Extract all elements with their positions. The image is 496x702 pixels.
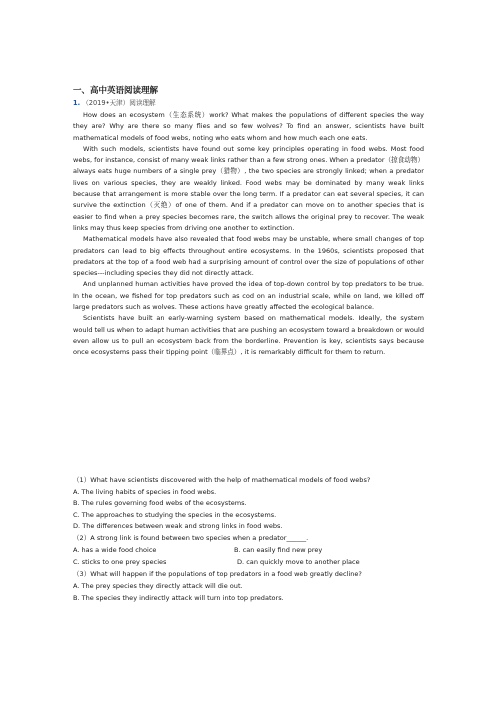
passage-paragraph-3: Mathematical models have also revealed that food webs may be unstable, where small changes of top predators can lead to big effects throughout entire ecosystems. In the 1960s, scientists proposed that predators at the top of a food web had a surprising amount of control over the size of populations of other species---including species they did not directly attack. bbox=[73, 235, 424, 278]
question-1-option-b: B. The rules governing food webs of the ecosystems. bbox=[73, 499, 247, 507]
question-heading bbox=[73, 97, 156, 107]
question-2-option-b: B. can easily find new prey bbox=[234, 546, 323, 554]
question-2-stem: （2）A strong link is found between two species when a predator______. bbox=[73, 534, 309, 542]
section-title: 一、高中英语阅读理解 bbox=[73, 86, 159, 96]
question-2-option-d: D. can quickly move to another place bbox=[237, 558, 360, 566]
question-1-option-a: A. The living habits of species in food webs. bbox=[73, 487, 217, 496]
passage-paragraph-2: With such models, scientists have found out some key principles operating in food webs. Most food webs, for instance, consist of many weak links rather than a few strong ones. When a predator（掠食动物）always eats huge numbers of a single prey（猎物）, the two species are strongly linked; when a predator lives on various species, they are weakly linked. Food webs may be dominated by many weak links because that arrangement is more stable over the long term. If a predator can eat several species, it can survive the extinction（灭绝）of one of them. And if a predator can move on to another species that is easier to find when a prey species becomes rare, the switch allows the original prey to recover. The weak links may thus keep species from driving one another to extinction. bbox=[73, 144, 424, 232]
question-1-option-d: D. The differences between weak and strong links in food webs. bbox=[73, 522, 283, 530]
question-2-option-c: C. sticks to one prey species bbox=[73, 558, 167, 566]
passage bbox=[73, 110, 424, 359]
question-source: （2019•天津）阅读理解 bbox=[82, 99, 156, 107]
question-1-stem: （1）What have scientists discovered with the help of mathematical models of food webs? bbox=[73, 476, 371, 484]
question-1-option-c: C. The approaches to studying the species in the ecosystems. bbox=[73, 510, 277, 519]
question-3-option-b: B. The species they indirectly attack will turn into top predators. bbox=[73, 594, 284, 602]
question-2-option-a: A. has a wide food choice bbox=[73, 546, 157, 554]
question-number: 1. bbox=[73, 99, 81, 107]
passage-paragraph-4: And unplanned human activities have proved the idea of top-down control by top predators to be true. In the ocean, we fished for top predators such as cod on an industrial scale, while on land, we killed off large predators such as wolves. These actions have greatly affected the ecological balance. bbox=[73, 280, 424, 312]
question-3-option-a: A. The prey species they directly attack will die out. bbox=[73, 582, 243, 590]
passage-paragraph-1: How does an ecosystem（生态系统）work? What makes the populations of different species the way they are? Why are there so many flies and so few wolves? To find an answer, scientists have built mathematical models of food webs, noting who eats whom and how much each one eats. bbox=[73, 111, 424, 142]
passage-paragraph-5: Scientists have built an early-warning system based on mathematical models. Ideally, the system would tell us when to adapt human activities that are pushing an ecosystem toward a breakdown or would even allow us to pull an ecosystem back from the borderline. Prevention is key, scientists says because once ecosystems pass their tipping point（临界点）, it is remarkably difficult for them to return. bbox=[73, 314, 424, 357]
question-3-stem: （3）What will happen if the populations of top predators in a food web greatly decline? bbox=[73, 570, 362, 578]
